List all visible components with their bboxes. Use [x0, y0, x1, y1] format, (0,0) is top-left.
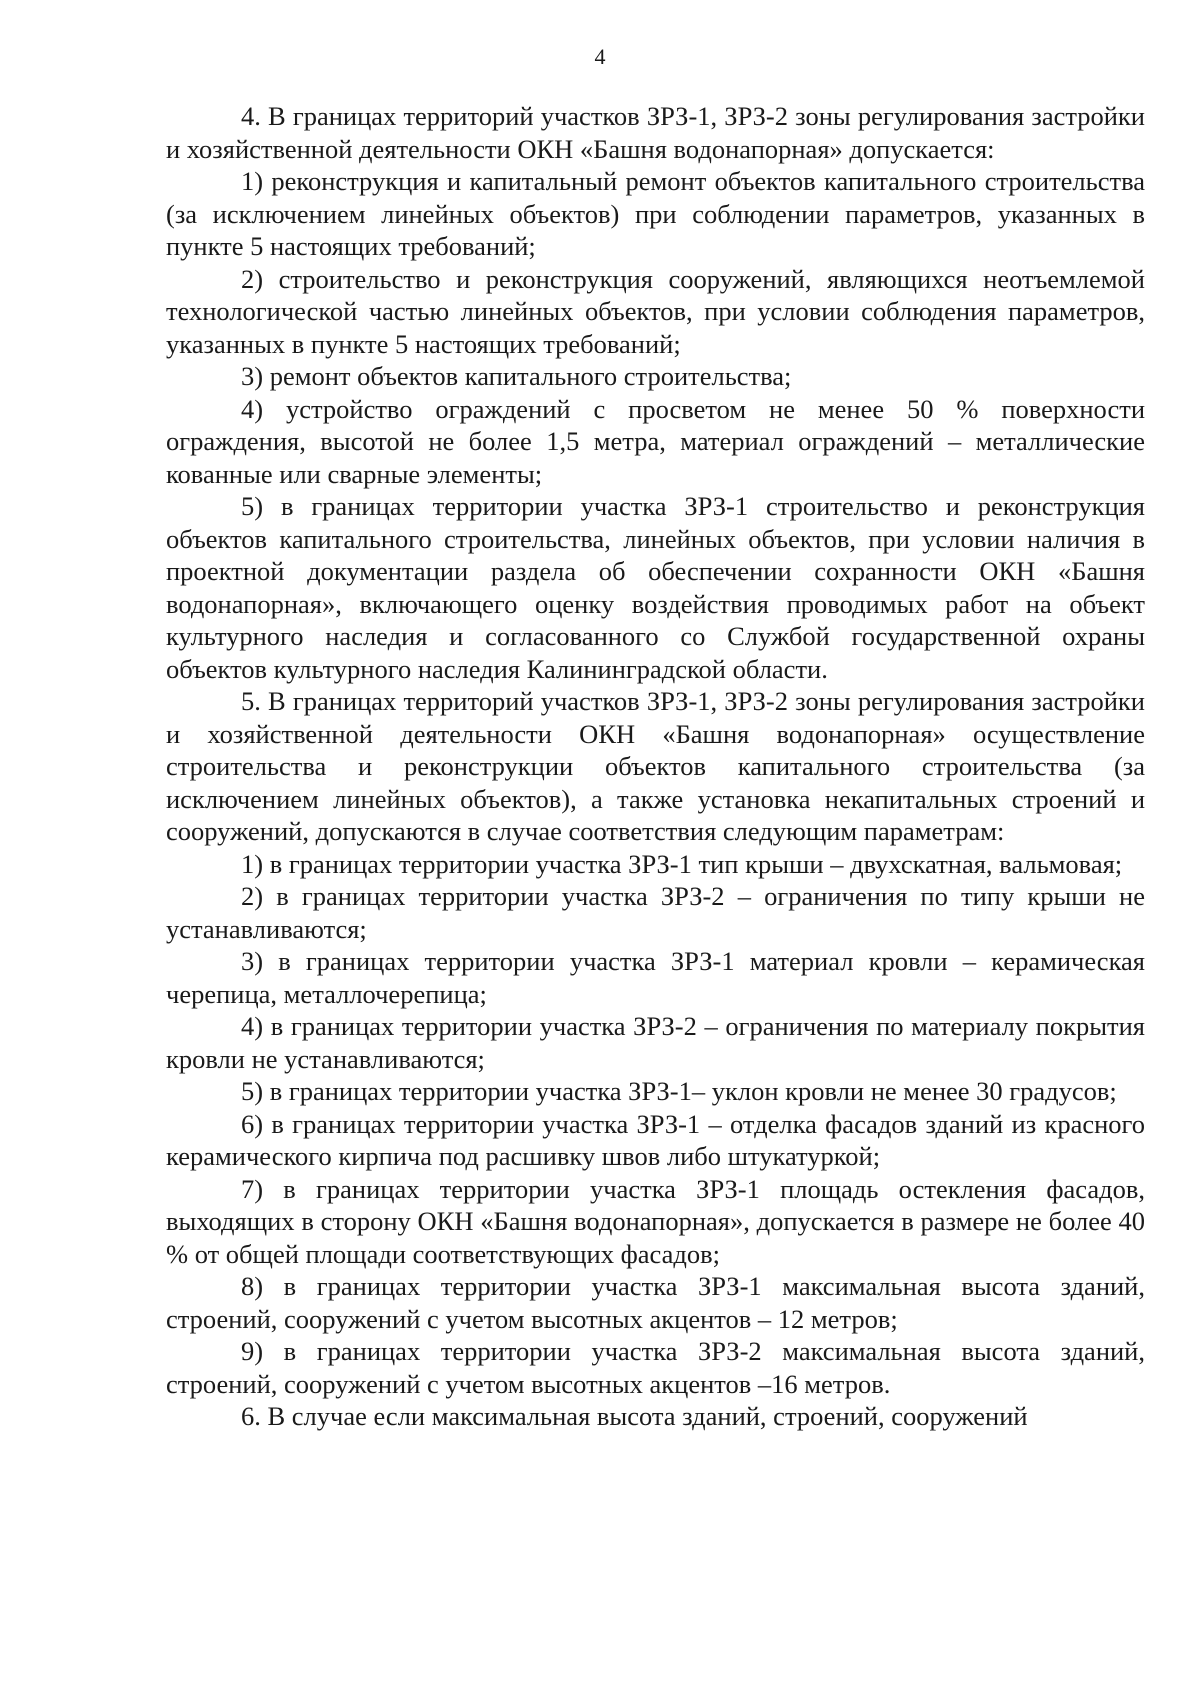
page-number: 4	[594, 44, 606, 69]
paragraph: 5) в границах территории участка ЗРЗ-1– уклон кровли не менее 30 градусов;	[241, 1076, 1117, 1106]
paragraph: 2) строительство и реконструкция сооружений, являющихся неотъемлемой технологической частью линейных объектов, при условии соблюдения параметров, указанных в пункте 5 настоящих требований;	[166, 263, 1145, 359]
paragraph: 6) в границах территории участка ЗРЗ-1 – отделка фасадов зданий из красного керамического кирпича под расшивку швов либо штукатуркой;	[166, 1108, 1145, 1171]
paragraph: 4) устройство ограждений с просветом не менее 50 % поверхности ограждения, высотой не более 1,5 метра, материал ограждений – металлические кованные или сварные элементы;	[166, 393, 1145, 489]
paragraph: 3) в границах территории участка ЗРЗ-1 материал кровли – керамическая черепица, металлочерепица;	[166, 946, 1145, 1009]
paragraph: 1) реконструкция и капитальный ремонт объектов капитального строительства (за исключением линейных объектов) при соблюдении параметров, указанных в пункте 5 настоящих требований;	[166, 166, 1145, 261]
paragraph: 2) в границах территории участка ЗРЗ-2 – ограничения по типу крыши не устанавливаются;	[166, 881, 1145, 944]
paragraph: 6. В случае если максимальная высота зданий, строений, сооружений	[241, 1401, 1028, 1431]
paragraph: 8) в границах территории участка ЗРЗ-1 максимальная высота зданий, строений, сооружений с учетом высотных акцентов – 12 метров;	[166, 1271, 1145, 1334]
paragraph: 4. В границах территорий участков ЗРЗ-1, ЗРЗ-2 зоны регулирования застройки и хозяйственной деятельности ОКН «Башня водонапорная» допускается:	[166, 101, 1145, 164]
paragraph: 5. В границах территорий участков ЗРЗ-1, ЗРЗ-2 зоны регулирования застройки и хозяйственной деятельности ОКН «Башня водонапорная» осуществление строительства и реконструкции объектов капитального строительства (за исключением линейных объектов), а также установка некапитальных строений и сооружений, допускаются в случае соответствия следующим параметрам:	[166, 686, 1145, 846]
paragraph: 5) в границах территории участка ЗРЗ-1 строительство и реконструкция объектов капитального строительства, линейных объектов, при условии наличия в проектной документации раздела об обеспечении сохранности ОКН «Башня водонапорная», включающего оценку воздействия проводимых работ на объект культурного наследия и согласованного со Службой государственной охраны объектов культурного наследия Калининградской области.	[166, 491, 1145, 684]
paragraph: 4) в границах территории участка ЗРЗ-2 – ограничения по материалу покрытия кровли не устанавливаются;	[166, 1011, 1145, 1074]
paragraph: 3) ремонт объектов капитального строительства;	[241, 361, 792, 391]
document-body	[166, 100, 1145, 1433]
paragraph: 7) в границах территории участка ЗРЗ-1 площадь остекления фасадов, выходящих в сторону ОКН «Башня водонапорная», допускается в размере не более 40 % от общей площади соответствующих фасадов;	[166, 1173, 1145, 1269]
paragraph: 9) в границах территории участка ЗРЗ-2 максимальная высота зданий, строений, сооружений с учетом высотных акцентов –16 метров.	[166, 1336, 1145, 1399]
paragraph: 1) в границах территории участка ЗРЗ-1 тип крыши – двухскатная, вальмовая;	[241, 848, 1123, 879]
